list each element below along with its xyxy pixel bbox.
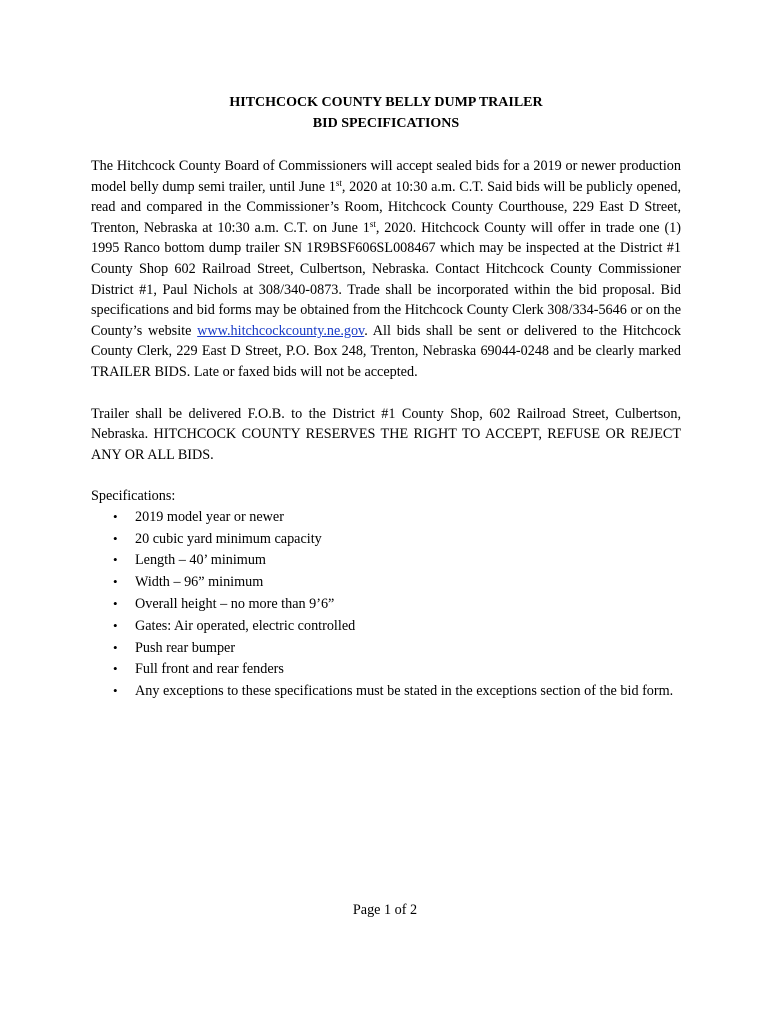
- spec-text: Width – 96” minimum: [135, 574, 264, 591]
- ordinal-suffix: st: [369, 218, 376, 229]
- paragraph-text: The Hitchcock County Board of Commissioners will accept sealed bids for a 2019 or newer production model belly dump semi trailer, until June 1: [91, 158, 681, 195]
- title-block: [91, 92, 681, 134]
- bullet-icon: •: [113, 508, 118, 524]
- list-item: [113, 529, 681, 550]
- specifications-heading: Specifications:: [91, 488, 176, 505]
- list-item: [113, 572, 681, 593]
- bullet-icon: •: [113, 617, 118, 633]
- spec-text: 20 cubic yard minimum capacity: [135, 530, 322, 547]
- bullet-icon: •: [113, 683, 118, 699]
- document-title: HITCHCOCK COUNTY BELLY DUMP TRAILER: [229, 95, 543, 110]
- bullet-icon: •: [113, 639, 118, 655]
- bullet-icon: •: [113, 661, 118, 677]
- bullet-icon: •: [113, 574, 118, 590]
- spec-text: Push rear bumper: [135, 639, 236, 656]
- list-item: [113, 681, 681, 702]
- document-subtitle: BID SPECIFICATIONS: [312, 116, 460, 131]
- spec-text: Length – 40’ minimum: [135, 552, 266, 569]
- spec-text: Full front and rear fenders: [135, 661, 284, 678]
- bid-notice-paragraph: [91, 156, 681, 383]
- county-website-link[interactable]: www.hitchcockcounty.ne.gov: [197, 322, 365, 339]
- list-item: [113, 550, 681, 571]
- bullet-icon: •: [113, 596, 118, 612]
- paragraph-text: . All bids shall be sent or delivered to the Hitchcock County Clerk, 229 East D Street, P.O. Box 248, Trenton, Nebraska 69044-0248 and be clearly marked TRAILER BIDS. Late or faxed bids will not be accepted.: [91, 322, 681, 380]
- bullet-icon: •: [113, 530, 118, 546]
- specifications-list: [91, 507, 681, 702]
- paragraph-text: , 2020. Hitchcock County will offer in trade one (1) 1995 Ranco bottom dump trailer SN 1R9BSF606SL008467 which may be inspected at the District #1 County Shop 602 Railroad Street, Culbertson, Nebraska. Contact Hitchcock County Commissioner District #1, Paul Nichols at 308/340-0873. Trade shall be incorporated within the bid proposal. Bid specifications and bid forms may be obtained from the Hitchcock County Clerk 308/334-5646 or on the County’s website: [91, 219, 681, 339]
- list-item: [113, 659, 681, 680]
- ordinal-suffix: st: [335, 177, 342, 188]
- page-number: Page 1 of 2: [352, 902, 418, 918]
- spec-text: Gates: Air operated, electric controlled: [135, 617, 356, 634]
- spec-text: Any exceptions to these specifications must be stated in the exceptions section of the bid form.: [135, 683, 674, 700]
- paragraph-text: , 2020 at 10:30 a.m. C.T. Said bids will be publicly opened, read and compared in the Commissioner’s Room, Hitchcock County Courthouse, 229 East D Street, Trenton, Nebraska at 10:30 a.m. C.T. on June 1: [91, 178, 681, 236]
- list-item: [113, 638, 681, 659]
- list-item: [113, 507, 681, 528]
- spec-text: Overall height – no more than 9’6”: [135, 596, 335, 613]
- list-item: [113, 616, 681, 637]
- document-page: [91, 92, 681, 703]
- delivery-paragraph: Trailer shall be delivered F.O.B. to the District #1 County Shop, 602 Railroad Street, Culbertson, Nebraska. HITCHCOCK COUNTY RESERVES THE RIGHT TO ACCEPT, REFUSE OR REJECT ANY OR ALL BIDS.: [91, 405, 681, 463]
- spec-text: 2019 model year or newer: [135, 508, 284, 525]
- bullet-icon: •: [113, 552, 118, 568]
- list-item: [113, 594, 681, 615]
